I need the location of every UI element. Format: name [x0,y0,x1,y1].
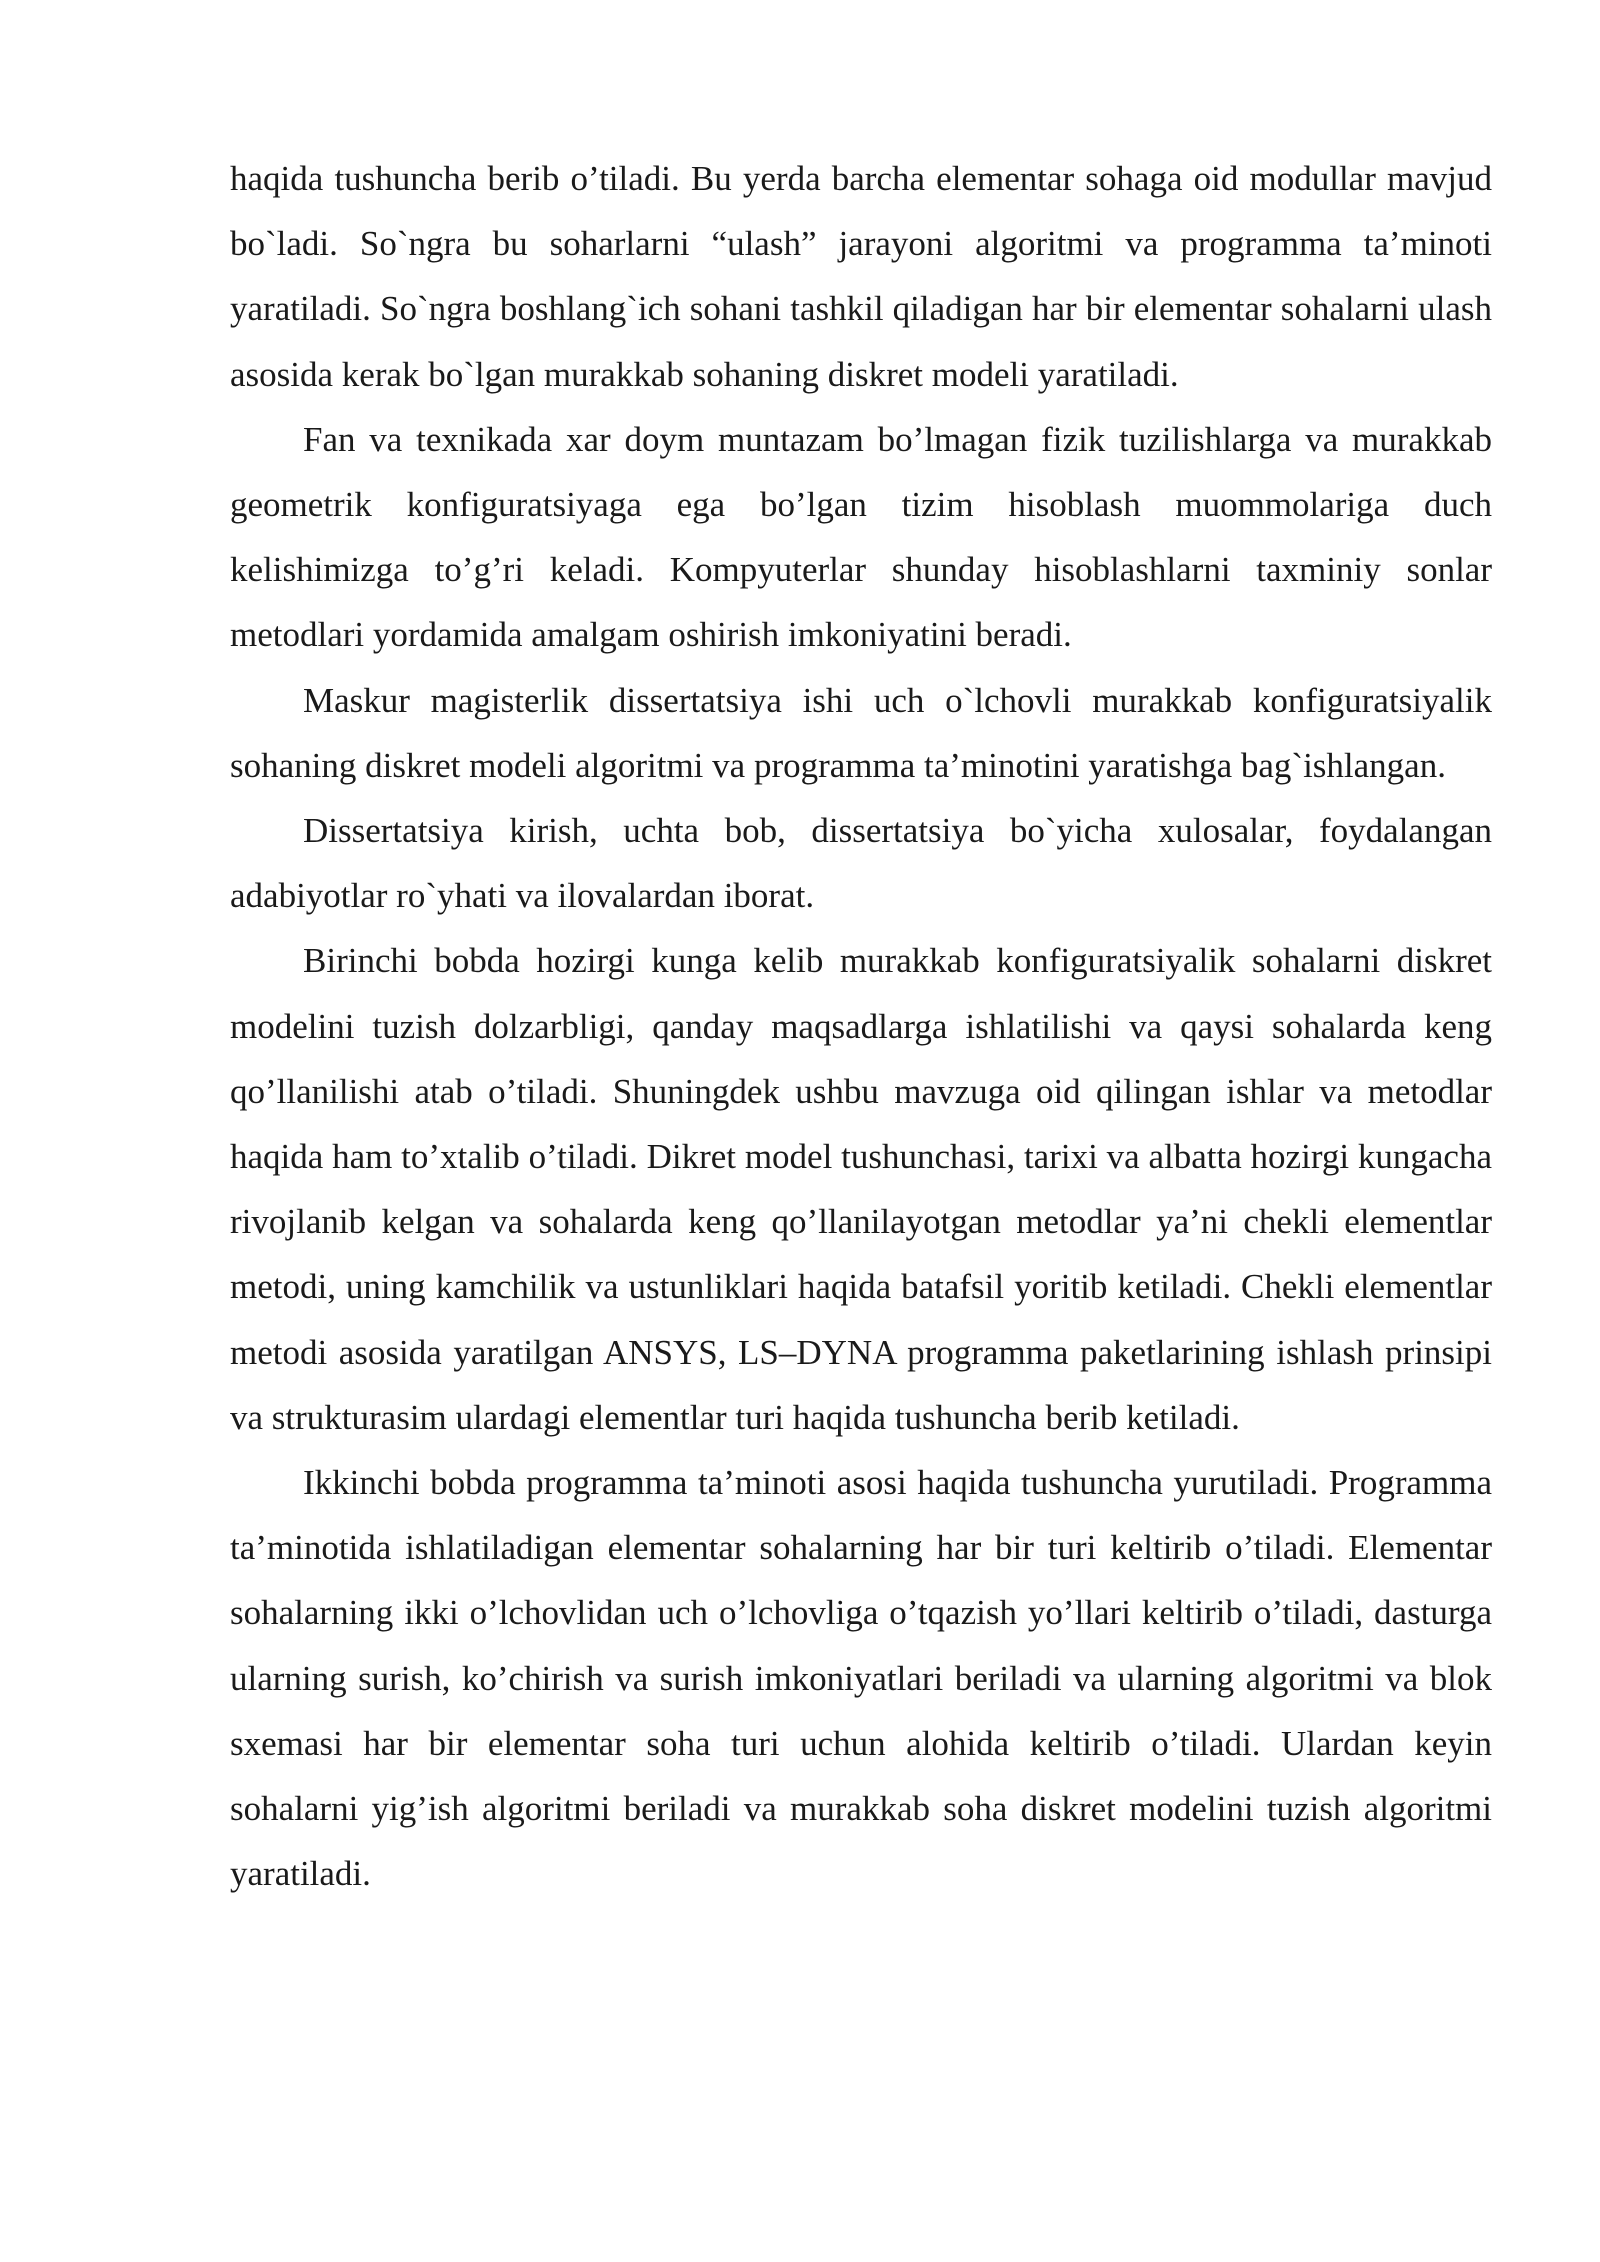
paragraph-dissertation-purpose: Maskur magisterlik dissertatsiya ishi uch o`lchovli murakkab konfiguratsiyalik sohaning diskret modeli algoritmi va programma ta’minotini yaratishga bag`ishlangan. [230,680,1492,785]
document-page [230,146,1492,1906]
paragraph-dissertation-structure: Dissertatsiya kirish, uchta bob, dissertatsiya bo`yicha xulosalar, foydalangan adabiyotlar ro`yhati va ilovalardan iborat. [230,811,1492,916]
paragraph-continuation: haqida tushuncha berib o’tiladi. Bu yerda barcha elementar sohaga oid modullar mavjud bo`ladi. So`ngra bu soharlarni “ulash” jarayoni algoritmi va programma ta’minoti yaratiladi. So`ngra boshlang`ich sohani tashkil qiladigan har bir elementar sohalarni ulash asosida kerak bo`lgan murakkab sohaning diskret modeli yaratiladi. [230,159,1492,394]
paragraph-chapter-two: Ikkinchi bobda programma ta’minoti asosi haqida tushuncha yurutiladi. Programma ta’minotida ishlatiladigan elementar sohalarning har bir turi keltirib o’tiladi. Elementar sohalarning ikki o’lchovlidan uch o’lchovliga o’tqazish yo’llari keltirib o’tiladi, dasturga ularning surish, ko’chirish va surish imkoniyatlari beriladi va ularning algoritmi va blok sxemasi har bir elementar soha turi uchun alohida keltirib o’tiladi. Ulardan keyin sohalarni yig’ish algoritmi beriladi va murakkab soha diskret modelini tuzish algoritmi yaratiladi. [230,1463,1492,1894]
paragraph-chapter-one: Birinchi bobda hozirgi kunga kelib murakkab konfiguratsiyalik sohalarni diskret modelini tuzish dolzarbligi, qanday maqsadlarga ishlatilishi va qaysi sohalarda keng qo’llanilishi atab o’tiladi. Shuningdek ushbu mavzuga oid qilingan ishlar va metodlar haqida ham to’xtalib o’tiladi. Dikret model tushunchasi, tarixi va albatta hozirgi kungacha rivojlanib kelgan va sohalarda keng qo’llanilayotgan metodlar ya’ni chekli elementlar metodi, uning kamchilik va ustunliklari haqida batafsil yoritib ketiladi. Chekli elementlar metodi asosida yaratilgan ANSYS, LS–DYNA programma paketlarining ishlash prinsipi va strukturasim ulardagi elementlar turi haqida tushuncha berib ketiladi. [230,941,1492,1437]
paragraph-computing-context: Fan va texnikada xar doym muntazam bo’lmagan fizik tuzilishlarga va murakkab geometrik konfiguratsiyaga ega bo’lgan tizim hisoblash muommolariga duch kelishimizga to’g’ri keladi. Kompyuterlar shunday hisoblashlarni taxminiy sonlar metodlari yordamida amalgam oshirish imkoniyatini beradi. [230,419,1492,655]
